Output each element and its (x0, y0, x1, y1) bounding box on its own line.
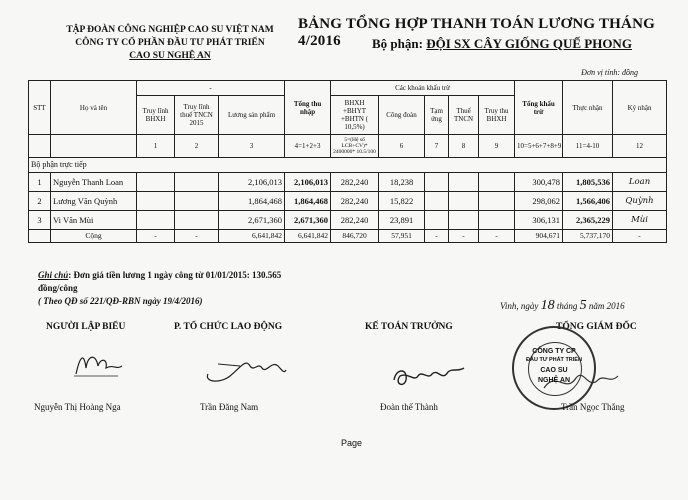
note-line-3: ( Theo QĐ số 221/QĐ-RBN ngày 19/4/2016) (38, 296, 203, 306)
accountant-name: Đoàn thế Thành (380, 402, 438, 412)
date-line (500, 298, 625, 314)
total-row (29, 230, 667, 243)
date-year: năm 2016 (588, 301, 625, 311)
col-index-8: 8 (449, 135, 479, 158)
date-place: Vinh, ngày (500, 301, 539, 311)
col-index-9: 9 (479, 135, 515, 158)
table-row (29, 173, 667, 192)
table-row (29, 211, 667, 230)
total-union-fee: 57,951 (379, 230, 425, 243)
note-text: : Đơn giá tiền lương 1 ngày công từ 01/01/2015: 130.565 (68, 270, 282, 280)
total-product-wage: 6,641,842 (219, 230, 285, 243)
page-label: Page (341, 438, 363, 448)
preparer-role: NGƯỜI LẬP BIỂU (46, 322, 126, 332)
net-pay: 2,365,229 (563, 211, 613, 230)
col-index-10: 10=5+6+7+8+9 (515, 135, 563, 158)
department-line (372, 36, 632, 52)
header-name: Họ và tên (51, 81, 137, 135)
col-index-6: 6 (379, 135, 425, 158)
insurance: 282,240 (331, 173, 379, 192)
insurance: 282,240 (331, 211, 379, 230)
union-fee: 18,238 (379, 173, 425, 192)
total-income: 2,106,013 (285, 173, 331, 192)
department-label: Bộ phận: (372, 36, 423, 51)
total-deduction: 300,478 (515, 173, 563, 192)
col-index-5: 5=(Hệ số LCB+CV)* 2400000* 10.5/100 (331, 135, 379, 158)
header-total-deduction: Tổng khấu trừ (515, 81, 563, 135)
department-value: ĐỘI SX CÂY GIỐNG QUẾ PHONG (426, 36, 632, 51)
date-month-label: tháng (556, 301, 578, 311)
total-trace-tncn: - (175, 230, 219, 243)
header-advance: Tạm ứng (425, 96, 449, 135)
seal-line-2: ĐẦU TƯ PHÁT TRIỂN (526, 357, 582, 363)
col-index-1: 1 (137, 135, 175, 158)
col-index-3: 3 (219, 135, 285, 158)
total-insurance: 846,720 (331, 230, 379, 243)
header-union-fee: Công đoàn (379, 96, 425, 135)
col-index-stt (29, 135, 51, 158)
product-wage: 2,671,360 (219, 211, 285, 230)
employee-name: Lương Văn Quỳnh (51, 192, 137, 211)
union-fee: 15,822 (379, 192, 425, 211)
hr-signature (200, 348, 290, 388)
ceo-name: Trần Ngọc Thắng (561, 402, 625, 412)
note-line-2: đồng/công (38, 283, 78, 293)
header-trace-bhxh: Truy lĩnh BHXH (137, 96, 175, 135)
hr-role: P. TỔ CHỨC LAO ĐỘNG (174, 322, 283, 332)
row-stt: 1 (29, 173, 51, 192)
total-advance: - (425, 230, 449, 243)
header-trace-tncn: Truy lĩnh thuế TNCN 2015 (175, 96, 219, 135)
header-net-pay: Thực nhận (563, 81, 613, 135)
employee-signature: Quỳnh (613, 192, 667, 211)
org-line-2: CÔNG TY CỔ PHẦN ĐẦU TƯ PHÁT TRIỂN (75, 38, 265, 48)
preparer-signature (70, 346, 130, 382)
date-month: 5 (579, 298, 587, 313)
product-wage: 2,106,013 (219, 173, 285, 192)
total-deduction: 298,062 (515, 192, 563, 211)
note-line (38, 270, 368, 281)
total-recover-bhxh: - (479, 230, 515, 243)
seal-line-3: CAO SU (540, 367, 568, 374)
col-index-4: 4=1+2+3 (285, 135, 331, 158)
union-fee: 23,891 (379, 211, 425, 230)
header-signature: Ký nhận (613, 81, 667, 135)
header-recover-bhxh: Truy thu BHXH (479, 96, 515, 135)
header-product-wage: Lương sản phẩm (219, 96, 285, 135)
total-income-tax: - (449, 230, 479, 243)
col-index-12: 12 (613, 135, 667, 158)
total-label: Cộng (51, 230, 137, 243)
note-label: Ghi chú (38, 270, 69, 280)
employee-name: Vi Văn Mùi (51, 211, 137, 230)
accountant-signature (388, 358, 468, 392)
employee-name: Nguyễn Thanh Loan (51, 173, 137, 192)
section-label: Bộ phận trực tiếp (29, 158, 667, 173)
net-pay: 1,805,536 (563, 173, 613, 192)
header-stt: STT (29, 81, 51, 135)
company-seal (512, 326, 596, 410)
preparer-name: Nguyễn Thị Hoàng Nga (34, 402, 121, 412)
document-title: BẢNG TỔNG HỢP THANH TOÁN LƯƠNG THÁNG 4/2016 (298, 16, 655, 49)
employee-signature: Loan (613, 173, 667, 192)
total-deduction: 306,131 (515, 211, 563, 230)
ceo-role: TỔNG GIÁM ĐỐC (556, 322, 637, 332)
col-index-7: 7 (425, 135, 449, 158)
total-total-deduction: 904,671 (515, 230, 563, 243)
net-pay: 1,566,406 (563, 192, 613, 211)
hr-name: Trần Đăng Nam (200, 402, 259, 412)
accountant-role: KẾ TOÁN TRƯỞNG (365, 322, 453, 332)
organization-header (20, 24, 320, 63)
employee-signature: Mùi (613, 211, 667, 230)
seal-line-1: CÔNG TY CP (532, 348, 576, 355)
unit-label: Đơn vị tính: đồng (581, 68, 638, 77)
product-wage: 1,864,468 (219, 192, 285, 211)
row-stt: 3 (29, 211, 51, 230)
total-signature: - (613, 230, 667, 243)
total-income: 1,864,468 (285, 192, 331, 211)
header-income-group: - (137, 81, 285, 96)
col-index-11: 11=4-10 (563, 135, 613, 158)
payroll-table (28, 80, 667, 243)
org-line-1: TẬP ĐOÀN CÔNG NGHIỆP CAO SU VIỆT NAM (66, 25, 274, 35)
org-line-3: CAO SU NGHỆ AN (129, 51, 211, 61)
table-row (29, 192, 667, 211)
header-total-income: Tổng thu nhập (285, 81, 331, 135)
col-index-2: 2 (175, 135, 219, 158)
seal-line-4: NGHỆ AN (537, 377, 571, 384)
date-day: 18 (540, 298, 555, 313)
insurance: 282,240 (331, 192, 379, 211)
row-stt: 2 (29, 192, 51, 211)
total-total-income: 6,641,842 (285, 230, 331, 243)
header-income-tax: Thuế TNCN (449, 96, 479, 135)
col-index-name (51, 135, 137, 158)
header-insurance: BHXH +BHYT +BHTN ( 10,5%) (331, 96, 379, 135)
total-income: 2,671,360 (285, 211, 331, 230)
total-net-pay: 5,737,170 (563, 230, 613, 243)
total-trace-bhxh: - (137, 230, 175, 243)
header-deduction-group: Các khoản khấu trừ (331, 81, 515, 96)
